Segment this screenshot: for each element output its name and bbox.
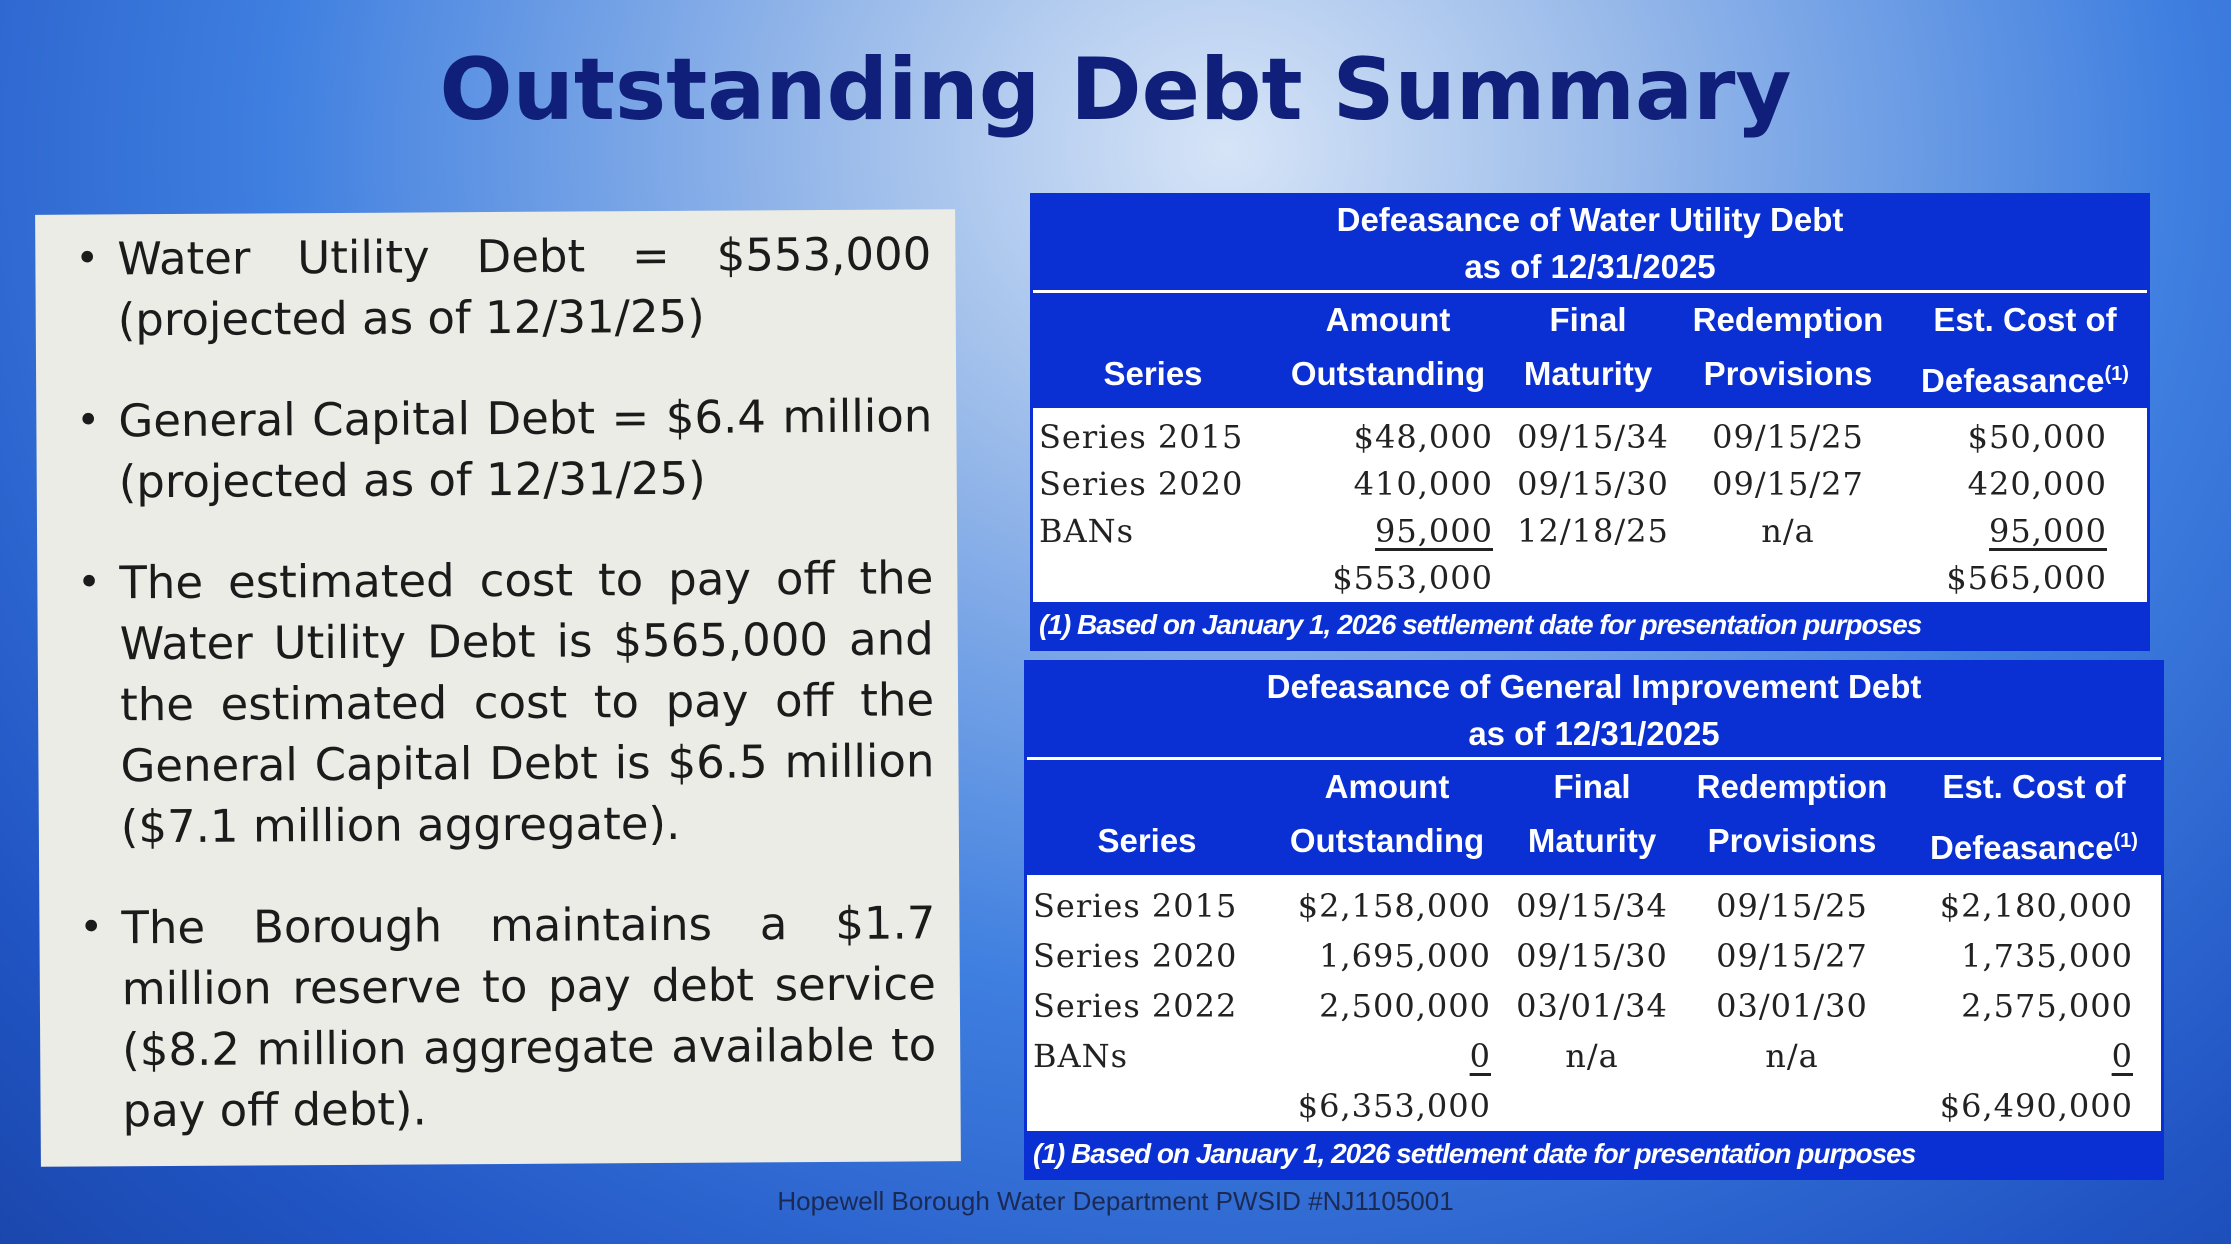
header-final-maturity: Final Maturity (1523, 301, 1653, 392)
general-table-footnote: (1) Based on January 1, 2026 settlement date for presentation purposes (1027, 1131, 2161, 1177)
bullet-water-debt: • Water Utility Debt = $553,000 (projected as of 12/31/25) (75, 223, 932, 350)
general-table-header (1027, 757, 2161, 875)
general-table-title: Defeasance of General Improvement Debt as of 12/31/2025 (1027, 663, 2161, 757)
water-table-title: Defeasance of Water Utility Debt as of 12/31/2025 (1033, 196, 2147, 290)
slide-title: Outstanding Debt Summary (439, 40, 1792, 140)
table-row: BANs 95,000 12/18/25 n/a 95,000 (1039, 512, 2107, 550)
water-table-header (1033, 290, 2147, 408)
bullet-payoff-cost: • The estimated cost to pay off the Water Utility Debt is $565,000 and the estimated cost to pay off the General Capital Debt is $6.5 million ($7.1 million aggregate). (77, 547, 935, 857)
table-row: Series 2022 2,500,000 03/01/34 03/01/30 2,575,000 (1033, 987, 2133, 1025)
water-table-footnote: (1) Based on January 1, 2026 settlement date for presentation purposes (1033, 602, 2147, 648)
bullet-reserve: • The Borough maintains a $1.7 million reserve to pay debt service ($8.2 million aggregate available to pay off debt). (79, 892, 936, 1141)
table-total-row: $6,353,000 $6,490,000 (1297, 1087, 2133, 1125)
table-row: Series 2015 $2,158,000 09/15/34 09/15/25 $2,180,000 (1033, 887, 2133, 925)
header-amount: Amount Outstanding (1290, 301, 1486, 392)
slide-footer: Hopewell Borough Water Department PWSID #NJ1105001 (777, 1186, 1454, 1216)
bullet-panel (35, 209, 961, 1167)
water-debt-table (1030, 193, 2150, 651)
header-series: Series (1097, 822, 1197, 859)
general-debt-table (1024, 660, 2164, 1180)
header-final-maturity: Final Maturity (1527, 768, 1657, 859)
header-redemption: Redemption Provisions (1696, 768, 1888, 859)
header-series: Series (1103, 355, 1203, 392)
table-total-row: $553,000 $565,000 (1332, 559, 2107, 597)
table-row: BANs 0 n/a n/a 0 (1033, 1037, 2133, 1075)
table-row: Series 2020 1,695,000 09/15/30 09/15/27 1,735,000 (1033, 937, 2133, 975)
header-redemption: Redemption Provisions (1692, 301, 1884, 392)
table-row: Series 2020 410,000 09/15/30 09/15/27 420,000 (1039, 465, 2107, 503)
table-row: Series 2015 $48,000 09/15/34 09/15/25 $50,000 (1039, 418, 2107, 456)
header-amount: Amount Outstanding (1289, 768, 1485, 859)
header-cost: Est. Cost of Defeasance$^{(1)}$ (1921, 301, 2129, 399)
header-cost: Est. Cost of Defeasance$^{(1)}$ (1930, 768, 2138, 866)
bullet-general-debt: • General Capital Debt = $6.4 million (projected as of 12/31/25) (76, 385, 933, 512)
